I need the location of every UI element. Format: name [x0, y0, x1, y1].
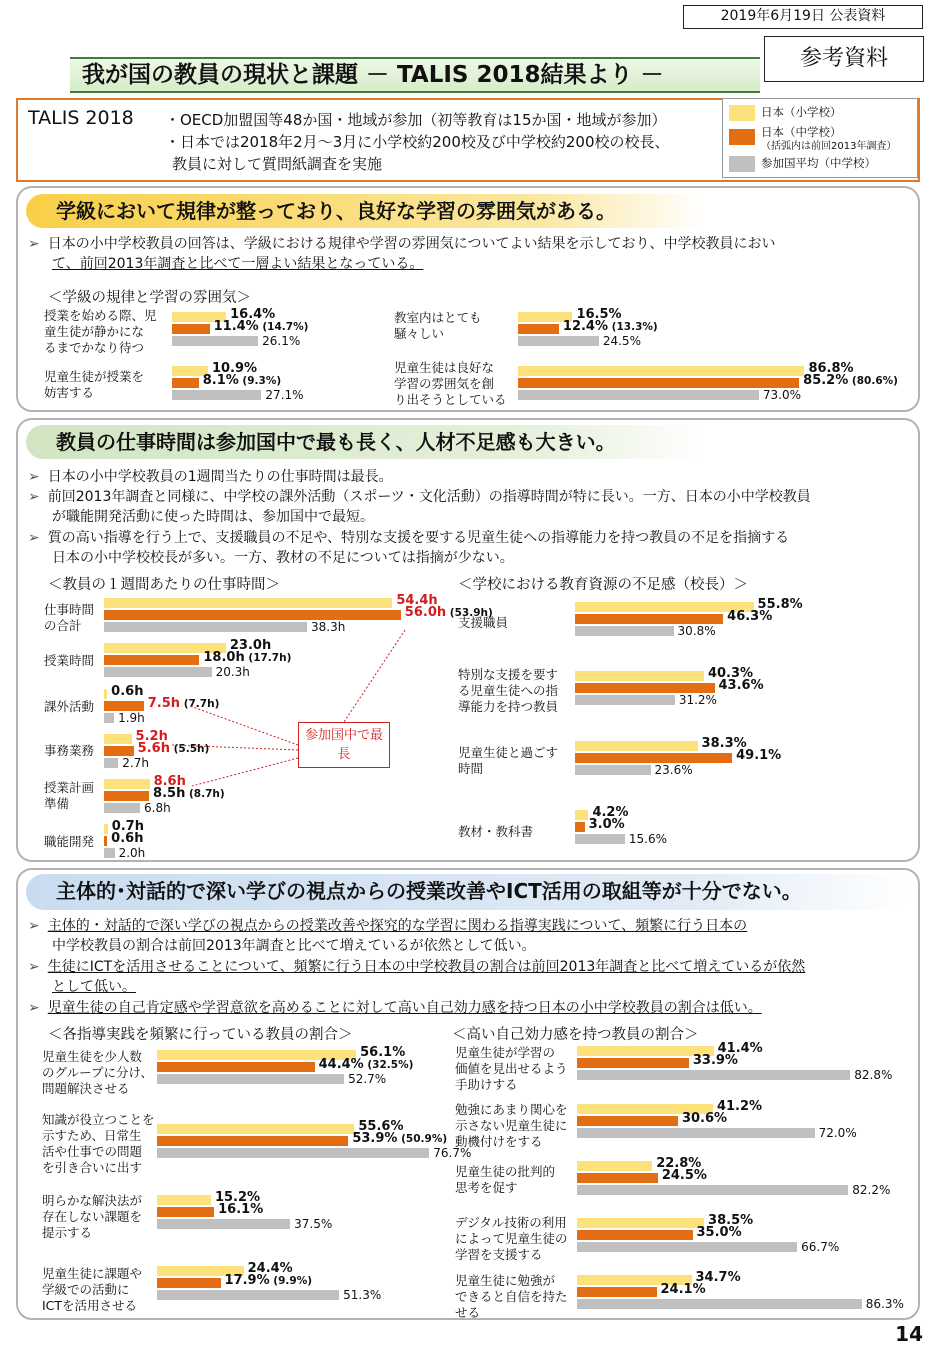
chart-4-value-previous: (9.9%) [269, 1275, 313, 1287]
legend-previous-note: （括弧内は前回2013年調査） [761, 141, 897, 152]
chart-2-value-average: 2.0h [118, 846, 146, 860]
talis-line-2: ・日本では2018年2月～3月に小学校約200校及び中学校約200校の校長、 [165, 133, 670, 151]
chart-1-value-average: 24.5% [602, 334, 641, 348]
chart-1-category-label: 騒々しい [394, 326, 445, 341]
chart-5-value-junior-high: 24.1% [660, 1282, 706, 1297]
chart-5-value-junior-high: 33.9% [692, 1053, 738, 1068]
chart-3-title: ＜学校における教育資源の不足感（校長）＞ [458, 577, 748, 593]
chart-3-value-average: 31.2% [678, 693, 717, 707]
chart-4-value-elementary: 55.6% [358, 1119, 404, 1134]
chart-1-category-label: 児童生徒が授業を [44, 369, 145, 384]
chart-2-value-average: 6.8h [144, 801, 171, 815]
chart-1-value-average: 27.1% [265, 388, 304, 402]
chart-1-category-label: 妨害する [44, 385, 95, 400]
chart-4-category-label: 明らかな解決法が [42, 1193, 143, 1208]
chart-4-value-junior-high: 44.4% (32.5%) [318, 1057, 414, 1072]
chart-2-category-label: 授業時間 [44, 653, 95, 668]
chart-2-value-previous: (5.5h) [169, 743, 210, 755]
callout-line-extracurricular [190, 706, 298, 745]
chart-4-value-average: 51.3% [343, 1288, 382, 1302]
chart-4-category-label: 児童生徒を少人数 [42, 1049, 143, 1064]
chart-3-value-elementary: 40.3% [707, 666, 754, 681]
chart-2-value-junior-high: 7.5h (7.7h) [147, 696, 220, 711]
chart-5-value-average: 82.8% [854, 1068, 893, 1082]
chart-3-category-label: 教材・教科書 [458, 824, 534, 839]
chart-2-category-label: の合計 [44, 618, 82, 633]
chart-4-value-previous: (32.5%) [363, 1059, 414, 1071]
section-3-bullet-1-cont: 中学校教員の割合は前回2013年調査と比べて増えているが依然として低い。 [52, 938, 536, 954]
chart-4-value-junior-high: 53.9% (50.9%) [352, 1131, 448, 1146]
chart-3-value-junior-high: 49.1% [736, 748, 782, 763]
chart-2-category-label: 授業計画 [44, 780, 95, 795]
section-3-bullet-3: ➢ 児童生徒の自己肯定感や学習意欲を高めることに対して高い自己効力感を持つ日本の小中学校教員の割合は低い。 [28, 1000, 762, 1016]
chart-2-value-average: 38.3h [310, 620, 346, 634]
page-title: 我が国の教員の現状と課題 － TALIS 2018結果より － [70, 57, 760, 93]
callout-line-total [344, 630, 405, 722]
chart-1-category-label: 童生徒が静かにな [44, 324, 145, 339]
chart-5-category-label: 動機付けをする [455, 1134, 543, 1149]
chart-4-value-average: 76.7% [433, 1146, 472, 1160]
talis-label: TALIS 2018 [28, 107, 134, 129]
section-3-bullet-1: ➢ 主体的・対話的で深い学びの視点からの授業改善や探究的な学習に関わる指導実践について、頻繁に行う日本の [28, 918, 748, 934]
chart-1-value-junior-high: 12.4% (13.3%) [562, 319, 658, 334]
chart-4-category-label: のグループに分け、 [42, 1065, 154, 1080]
chart-4-value-average: 37.5% [294, 1217, 333, 1231]
longest-callout: 参加国中で最長 [298, 722, 390, 768]
section-2-bullet-3-cont: 日本の小中学校校長が多い。一方、教材の不足については指摘が少ない。 [52, 550, 514, 566]
chart-1-value-elementary: 16.4% [230, 307, 276, 322]
talis-line-3: 教員に対して質問紙調査を実施 [172, 155, 383, 173]
chart-5-value-elementary: 22.8% [656, 1156, 702, 1171]
chart-3-value-junior-high: 3.0% [588, 817, 625, 832]
chart-1-category-label: 教室内はとても [394, 310, 482, 325]
chart-5-category-label: 学習を支援する [455, 1247, 543, 1262]
chart-1-category-label: 授業を始める際、児 [44, 308, 157, 323]
chart-2-value-junior-high: 18.0h (17.7h) [203, 650, 292, 665]
chart-3-value-elementary: 55.8% [757, 597, 803, 612]
chart-2-value-elementary: 8.6h [153, 774, 186, 789]
chart-4-value-junior-high: 17.9% (9.9%) [224, 1273, 313, 1288]
section-1-bullet-1: ➢ 日本の小中学校教員の回答は、学級における規律や学習の雰囲気についてよい結果を示しており、中学校教員におい [28, 236, 776, 252]
section-3-heading: 主体的･対話的で深い学びの視点からの授業改善やICT活用の取組等が十分でない。 [26, 874, 910, 910]
chart-4-category-label: 学級での活動に [42, 1282, 130, 1297]
chart-5-category-label: 児童生徒に勉強が [455, 1273, 556, 1288]
chart-1-value-previous: (14.7%) [258, 321, 309, 333]
chart-5-category-label: 思考を促す [455, 1180, 518, 1195]
chart-1-value-junior-high: 85.2% (80.6%) [803, 373, 898, 388]
chart-2-category-label: 準備 [44, 796, 70, 811]
chart-5-value-average: 72.0% [818, 1126, 857, 1140]
chart-4-category-label: 活や仕事での問題 [42, 1144, 143, 1159]
chart-2-value-elementary: 23.0h [229, 638, 272, 653]
chart-5-category-label: 手助けする [455, 1077, 518, 1092]
chart-3-value-average: 30.8% [677, 624, 716, 638]
chart-5-category-label: できると自信を持た [455, 1289, 568, 1304]
chart-3-value-elementary: 4.2% [592, 805, 629, 820]
chart-5-value-elementary: 41.4% [717, 1041, 763, 1056]
page-number: 14 [895, 1322, 923, 1346]
chart-3-category-label: 支援職員 [458, 615, 509, 630]
chart-4-value-junior-high: 16.1% [218, 1202, 264, 1217]
chart-2-category-label: 課外活動 [44, 699, 95, 714]
chart-5-value-junior-high: 30.6% [681, 1111, 728, 1126]
legend-elementary: 日本（小学校） [761, 105, 842, 119]
chart-2-value-junior-high: 0.6h [111, 831, 144, 846]
chart-3-category-label: 特別な支援を要す [458, 667, 559, 682]
chart-2-value-average: 1.9h [118, 711, 145, 725]
chart-5-value-junior-high: 35.0% [696, 1225, 742, 1240]
chart-2-value-elementary: 0.7h [111, 819, 144, 834]
chart-2-value-previous: (17.7h) [244, 652, 292, 664]
chart-3-value-elementary: 38.3% [701, 736, 747, 751]
callout-line-planning [192, 758, 298, 786]
chart-1-value-elementary: 10.9% [211, 361, 258, 376]
chart-1-value-previous: (9.3%) [238, 375, 282, 387]
section-3-bullet-2-cont: として低い。 [52, 979, 136, 995]
section-1-heading: 学級において規律が整っており、良好な学習の雰囲気がある。 [26, 194, 706, 228]
chart-5-value-junior-high: 24.5% [661, 1168, 707, 1183]
section-2-bullet-1: ➢ 日本の小中学校教員の1週間当たりの仕事時間は最長。 [28, 469, 393, 485]
chart-1-category-label: るまでかなり待つ [44, 340, 145, 355]
chart-4-category-label: 知識が役立つことを [42, 1112, 155, 1127]
chart-4-category-label: 児童生徒に課題や [42, 1266, 143, 1281]
chart-2-category-label: 職能開発 [44, 834, 95, 849]
chart-2-value-elementary: 5.2h [135, 729, 168, 744]
chart-1-value-junior-high: 8.1% (9.3%) [202, 373, 282, 388]
chart-1-value-junior-high: 11.4% (14.7%) [213, 319, 309, 334]
chart-3-category-label: 児童生徒と過ごす [458, 745, 559, 760]
release-date: 2019年6月19日 公表資料 [683, 5, 923, 29]
chart-5-value-elementary: 34.7% [695, 1270, 741, 1285]
chart-5-value-elementary: 41.2% [716, 1099, 763, 1114]
chart-2-value-previous: (7.7h) [180, 698, 220, 710]
section-2-heading: 教員の仕事時間は参加国中で最も長く、人材不足感も大きい。 [26, 425, 706, 459]
chart-3-category-label: 導能力を持つ教員 [458, 699, 559, 714]
section-1-bullet-1-cont: て、前回2013年調査と比べて一層よい結果となっている。 [52, 256, 424, 272]
chart-4-category-label: ICTを活用させる [42, 1298, 138, 1313]
chart-4-value-previous: (50.9%) [397, 1133, 448, 1145]
chart-3-value-junior-high: 46.3% [727, 609, 773, 624]
chart-1-value-previous: (13.3%) [608, 321, 658, 333]
chart-5-value-average: 66.7% [801, 1240, 840, 1254]
chart-2-value-average: 20.3h [215, 665, 250, 679]
chart-5-value-average: 86.3% [865, 1297, 904, 1311]
chart-2-value-junior-high: 5.6h (5.5h) [137, 741, 210, 756]
chart-4-category-label: 存在しない課題を [42, 1209, 143, 1224]
section-2-bullet-2-cont: が職能開発活動に使った時間は、参加国中で最短。 [52, 509, 374, 525]
chart-1-title: ＜学級の規律と学習の雰囲気＞ [48, 290, 251, 306]
chart-5-category-label: 勉強にあまり関心を [455, 1102, 568, 1117]
chart-1-value-average: 73.0% [762, 388, 802, 402]
chart-5-title: ＜高い自己効力感を持つ教員の割合＞ [452, 1027, 699, 1043]
chart-2-category-label: 事務業務 [44, 743, 95, 758]
chart-2-value-previous: (53.9h) [446, 607, 493, 619]
chart-3-category-label: る児童生徒への指 [458, 683, 559, 698]
section-2-bullet-2: ➢ 前回2013年調査と同様に、中学校の課外活動（スポーツ・文化活動）の指導時間が特に長い。一方、日本の小中学校教員 [28, 489, 811, 505]
callout-line-admin [172, 745, 298, 750]
chart-5-category-label: 児童生徒の批判的 [455, 1164, 556, 1179]
chart-2-value-elementary: 0.6h [111, 684, 144, 699]
section-3-bullet-2: ➢ 生徒にICTを活用させることについて、頻繁に行う日本の中学校教員の割合は前回2013年調査と比べて増えているが依然 [28, 959, 806, 975]
chart-5-value-elementary: 38.5% [708, 1213, 754, 1228]
chart-4-value-elementary: 15.2% [214, 1190, 261, 1205]
reference-label: 参考資料 [764, 36, 924, 82]
chart-2-value-previous: (8.7h) [185, 788, 225, 800]
chart-1-category-label: 児童生徒は良好な [394, 360, 495, 375]
chart-1-value-average: 26.1% [262, 334, 301, 348]
chart-1-value-elementary: 16.5% [576, 307, 622, 322]
talis-line-1: ・OECD加盟国等48か国・地域が参加（初等教育は15か国・地域が参加） [165, 111, 667, 129]
chart-1-category-label: 学習の雰囲気を創 [394, 376, 495, 391]
chart-2-value-elementary: 54.4h [396, 593, 438, 608]
chart-3-value-junior-high: 43.6% [718, 678, 764, 693]
chart-5-category-label: によって児童生徒の [455, 1231, 568, 1246]
chart-1-value-previous: (80.6%) [848, 375, 898, 387]
chart-5-category-label: せる [455, 1305, 481, 1320]
chart-5-value-average: 82.2% [852, 1183, 891, 1197]
chart-4-category-label: 問題解決させる [42, 1081, 130, 1096]
chart-2-category-label: 仕事時間 [44, 602, 95, 617]
chart-4-title: ＜各指導実践を頻繁に行っている教員の割合＞ [48, 1027, 353, 1043]
chart-3-category-label: 時間 [458, 761, 484, 776]
chart-2-value-junior-high: 56.0h (53.9h) [404, 605, 493, 620]
chart-4-value-elementary: 56.1% [360, 1045, 406, 1060]
chart-4-category-label: 提示する [42, 1225, 93, 1240]
chart-4-category-label: を引き合いに出す [42, 1160, 143, 1175]
chart-2-value-junior-high: 8.5h (8.7h) [153, 786, 225, 801]
chart-3-value-average: 15.6% [628, 832, 668, 846]
chart-4-category-label: 示すため、日常生 [42, 1128, 142, 1143]
chart-4-value-elementary: 24.4% [247, 1261, 293, 1276]
chart-5-category-label: 示さない児童生徒に [455, 1118, 568, 1133]
chart-1-category-label: り出そうとしている [394, 392, 507, 407]
chart-2-title: ＜教員の１週間あたりの仕事時間＞ [48, 577, 280, 593]
chart-5-category-label: 価値を見出せるよう [455, 1061, 568, 1076]
chart-4-value-average: 52.7% [348, 1072, 387, 1086]
chart-5-category-label: デジタル技術の利用 [455, 1215, 567, 1230]
chart-3-value-average: 23.6% [654, 763, 693, 777]
legend-junior-high: 日本（中学校） [761, 125, 842, 139]
chart-5-category-label: 児童生徒が学習の [455, 1045, 556, 1060]
section-2-bullet-3: ➢ 質の高い指導を行う上で、支援職員の不足や、特別な支援を要する児童生徒への指導能力を持つ教員の不足を指摘する [28, 530, 790, 546]
chart-2-value-average: 2.7h [122, 756, 149, 770]
chart-1-value-elementary: 86.8% [808, 361, 854, 376]
legend-average: 参加国平均（中学校） [761, 156, 876, 170]
